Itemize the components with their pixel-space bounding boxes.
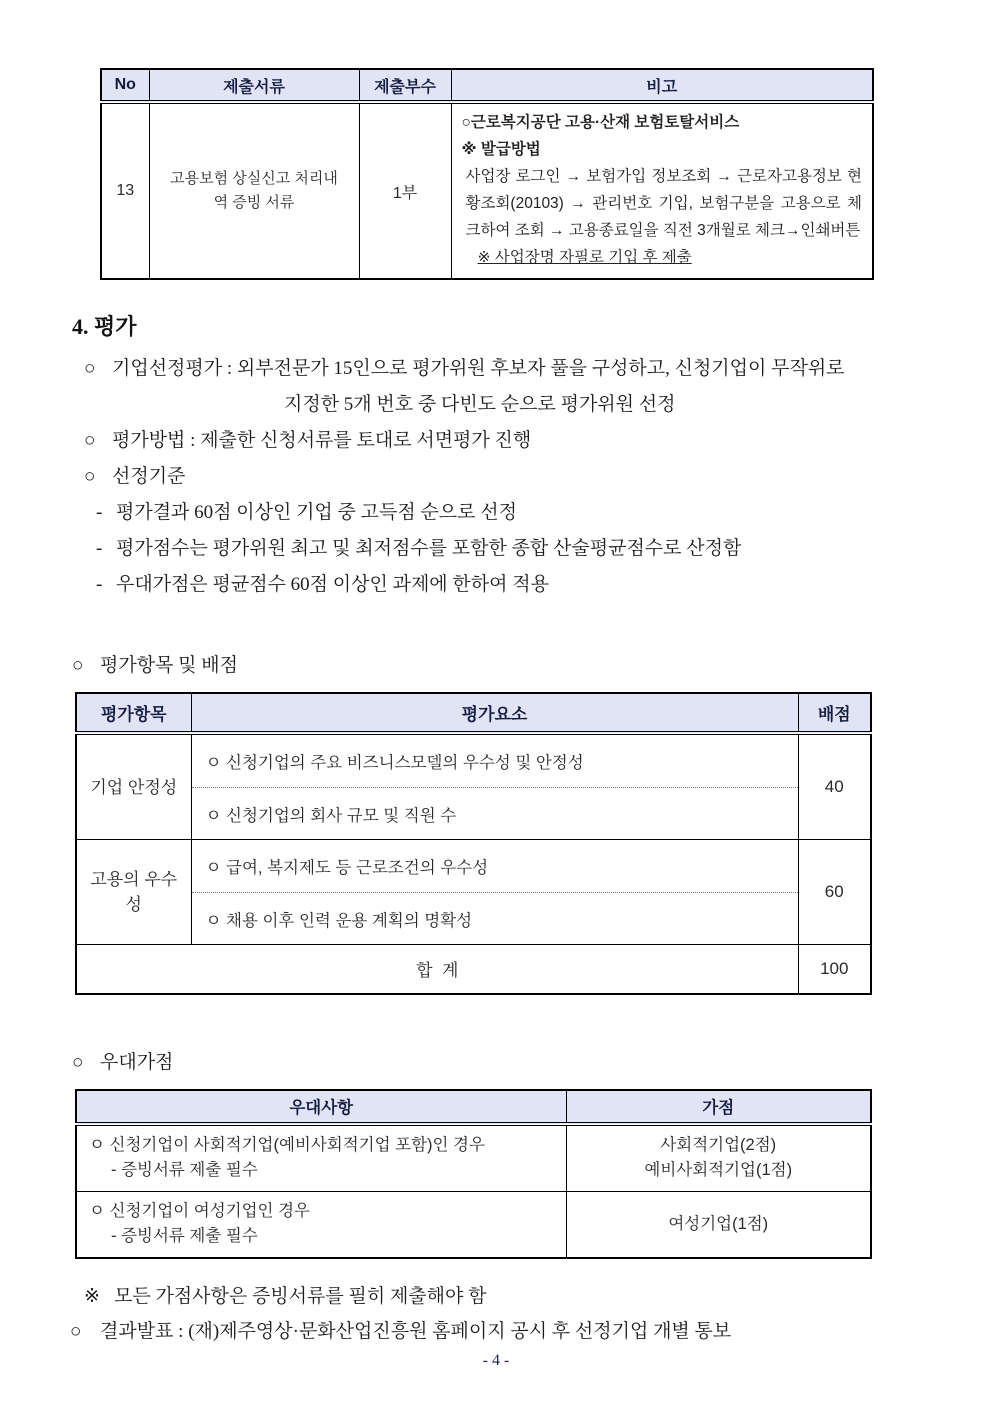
column-header-no: No	[101, 69, 149, 102]
bonus-points-table	[75, 1089, 872, 1259]
table-row	[76, 840, 871, 945]
condition-text: ㅇ 신청기업이 여성기업인 경우	[89, 1201, 310, 1220]
column-header-note: 비고	[451, 69, 873, 102]
column-header-factor: 평가요소	[191, 693, 798, 733]
list-item	[96, 535, 992, 562]
factors-cell	[191, 733, 798, 840]
dash-bullet-icon: -	[96, 502, 103, 523]
total-row	[76, 945, 871, 994]
heading-text: 평가항목 및 배점	[100, 655, 238, 676]
table-header-row	[76, 693, 871, 733]
score-cell: 60	[798, 840, 871, 945]
evaluation-bullet-list	[84, 355, 992, 598]
list-item-text: 선정기준	[112, 466, 186, 487]
list-item-text: 평가방법 : 제출한 신청서류를 토대로 서면평가 진행	[112, 430, 532, 451]
footnote-text: 결과발표 : (재)제주영상·문화산업진흥원 홈페이지 공시 후 선정기업 개별 통보	[100, 1320, 732, 1342]
table-row	[101, 102, 873, 279]
factor-item: ㅇ 급여, 복지제도 등 근로조건의 우수성	[205, 859, 489, 877]
score-cell: 40	[798, 733, 871, 840]
list-item-text: 평가결과 60점 이상인 기업 중 고득점 순으로 선정	[116, 502, 517, 523]
points-cell	[566, 1191, 871, 1258]
column-header-document: 제출서류	[149, 69, 359, 102]
heading-text: 우대가점	[100, 1051, 174, 1073]
points-text: 사회적기업(2점)	[660, 1136, 777, 1154]
table-row	[76, 1124, 871, 1192]
category-cell: 고용의 우수성	[76, 840, 191, 945]
section-title: 4. 평가	[72, 314, 137, 339]
list-item	[84, 355, 992, 382]
factor-item: ㅇ 신청기업의 주요 비즈니스모델의 우수성 및 안정성	[205, 754, 584, 772]
circle-bullet-icon: ○	[70, 1320, 82, 1342]
row-number: 13	[101, 102, 149, 279]
total-label: 합 계	[76, 945, 798, 994]
total-score: 100	[798, 945, 871, 994]
circle-bullet-icon: ○	[72, 655, 84, 676]
note-footer: ※ 사업장명 자필로 기입 후 제출	[477, 249, 692, 266]
reference-mark-icon: ※	[84, 1285, 100, 1307]
condition-text: ㅇ 신청기업이 사회적기업(예비사회적기업 포함)인 경우	[89, 1135, 485, 1154]
points-text: 여성기업(1점)	[668, 1214, 769, 1233]
list-item-continuation	[284, 391, 992, 418]
dash-bullet-icon: -	[96, 574, 103, 595]
column-header-bonus: 가점	[566, 1090, 871, 1124]
footnote-text: 모든 가점사항은 증빙서류를 필히 제출해야 함	[114, 1285, 487, 1307]
list-item-text: 기업선정평가 : 외부전문가 15인으로 평가위원 후보자 풀을 구성하고, 신청기업이 무작위로	[112, 358, 845, 379]
table-row	[76, 1191, 871, 1258]
footnote-line	[84, 1283, 992, 1310]
table-header-row	[101, 69, 873, 102]
column-header-condition: 우대사항	[76, 1090, 566, 1124]
table-header-row	[76, 1090, 871, 1124]
bonus-table-heading	[72, 1047, 992, 1074]
points-text: 예비사회적기업(1점)	[644, 1161, 793, 1179]
footnotes	[70, 1283, 992, 1345]
factors-cell	[191, 840, 798, 945]
list-item-text: 우대가점은 평균점수 60점 이상인 과제에 한하여 적용	[116, 574, 549, 595]
footnote-line	[70, 1318, 992, 1345]
evaluation-criteria-table	[75, 692, 872, 995]
condition-subtext: - 증빙서류 제출 필수	[111, 1226, 258, 1245]
column-header-points: 배점	[798, 693, 871, 733]
list-item-text: 지정한 5개 번호 중 다빈도 순으로 평가위원 선정	[284, 394, 676, 415]
document-name: 고용보험 상실신고 처리내역 증빙 서류	[149, 102, 359, 279]
note-cell	[451, 102, 873, 279]
list-item	[84, 463, 992, 490]
page-number: - 4 -	[482, 1352, 510, 1369]
factor-item: ㅇ 채용 이후 인력 운용 계획의 명확성	[192, 892, 798, 944]
circle-bullet-icon: ○	[84, 430, 96, 451]
column-header-copies: 제출부수	[359, 69, 451, 102]
factor-item: ㅇ 신청기업의 회사 규모 및 직원 수	[192, 787, 798, 839]
circle-bullet-icon: ○	[84, 466, 96, 487]
note-method-label: ※ 발급방법	[461, 141, 541, 158]
list-item-text: 평가점수는 평가위원 최고 및 최저점수를 포함한 종합 산술평균점수로 산정함	[116, 538, 742, 559]
column-header-category: 평가항목	[76, 693, 191, 733]
condition-cell	[76, 1124, 566, 1192]
list-item	[96, 571, 992, 598]
circle-bullet-icon: ○	[84, 358, 96, 379]
points-cell	[566, 1124, 871, 1192]
note-service-title: ○근로복지공단 고용·산재 보험토탈서비스	[461, 114, 740, 131]
condition-cell	[76, 1191, 566, 1258]
list-item	[84, 427, 992, 454]
copies-count: 1부	[359, 102, 451, 279]
note-steps: 사업장 로그인 → 보험가입 정보조회 → 근로자고용정보 현황조회(20103) → 관리번호 기입, 보험구분을 고용으로 체크하여 조회 → 고용종료일을 직전 3개월로 체크→인쇄버튼	[465, 168, 862, 239]
circle-bullet-icon: ○	[72, 1051, 84, 1073]
submission-documents-table	[100, 68, 874, 280]
eval-table-heading	[72, 650, 992, 677]
table-row	[76, 733, 871, 840]
category-cell: 기업 안정성	[76, 733, 191, 840]
condition-subtext: - 증빙서류 제출 필수	[111, 1160, 258, 1179]
dash-bullet-icon: -	[96, 538, 103, 559]
list-item	[96, 499, 992, 526]
